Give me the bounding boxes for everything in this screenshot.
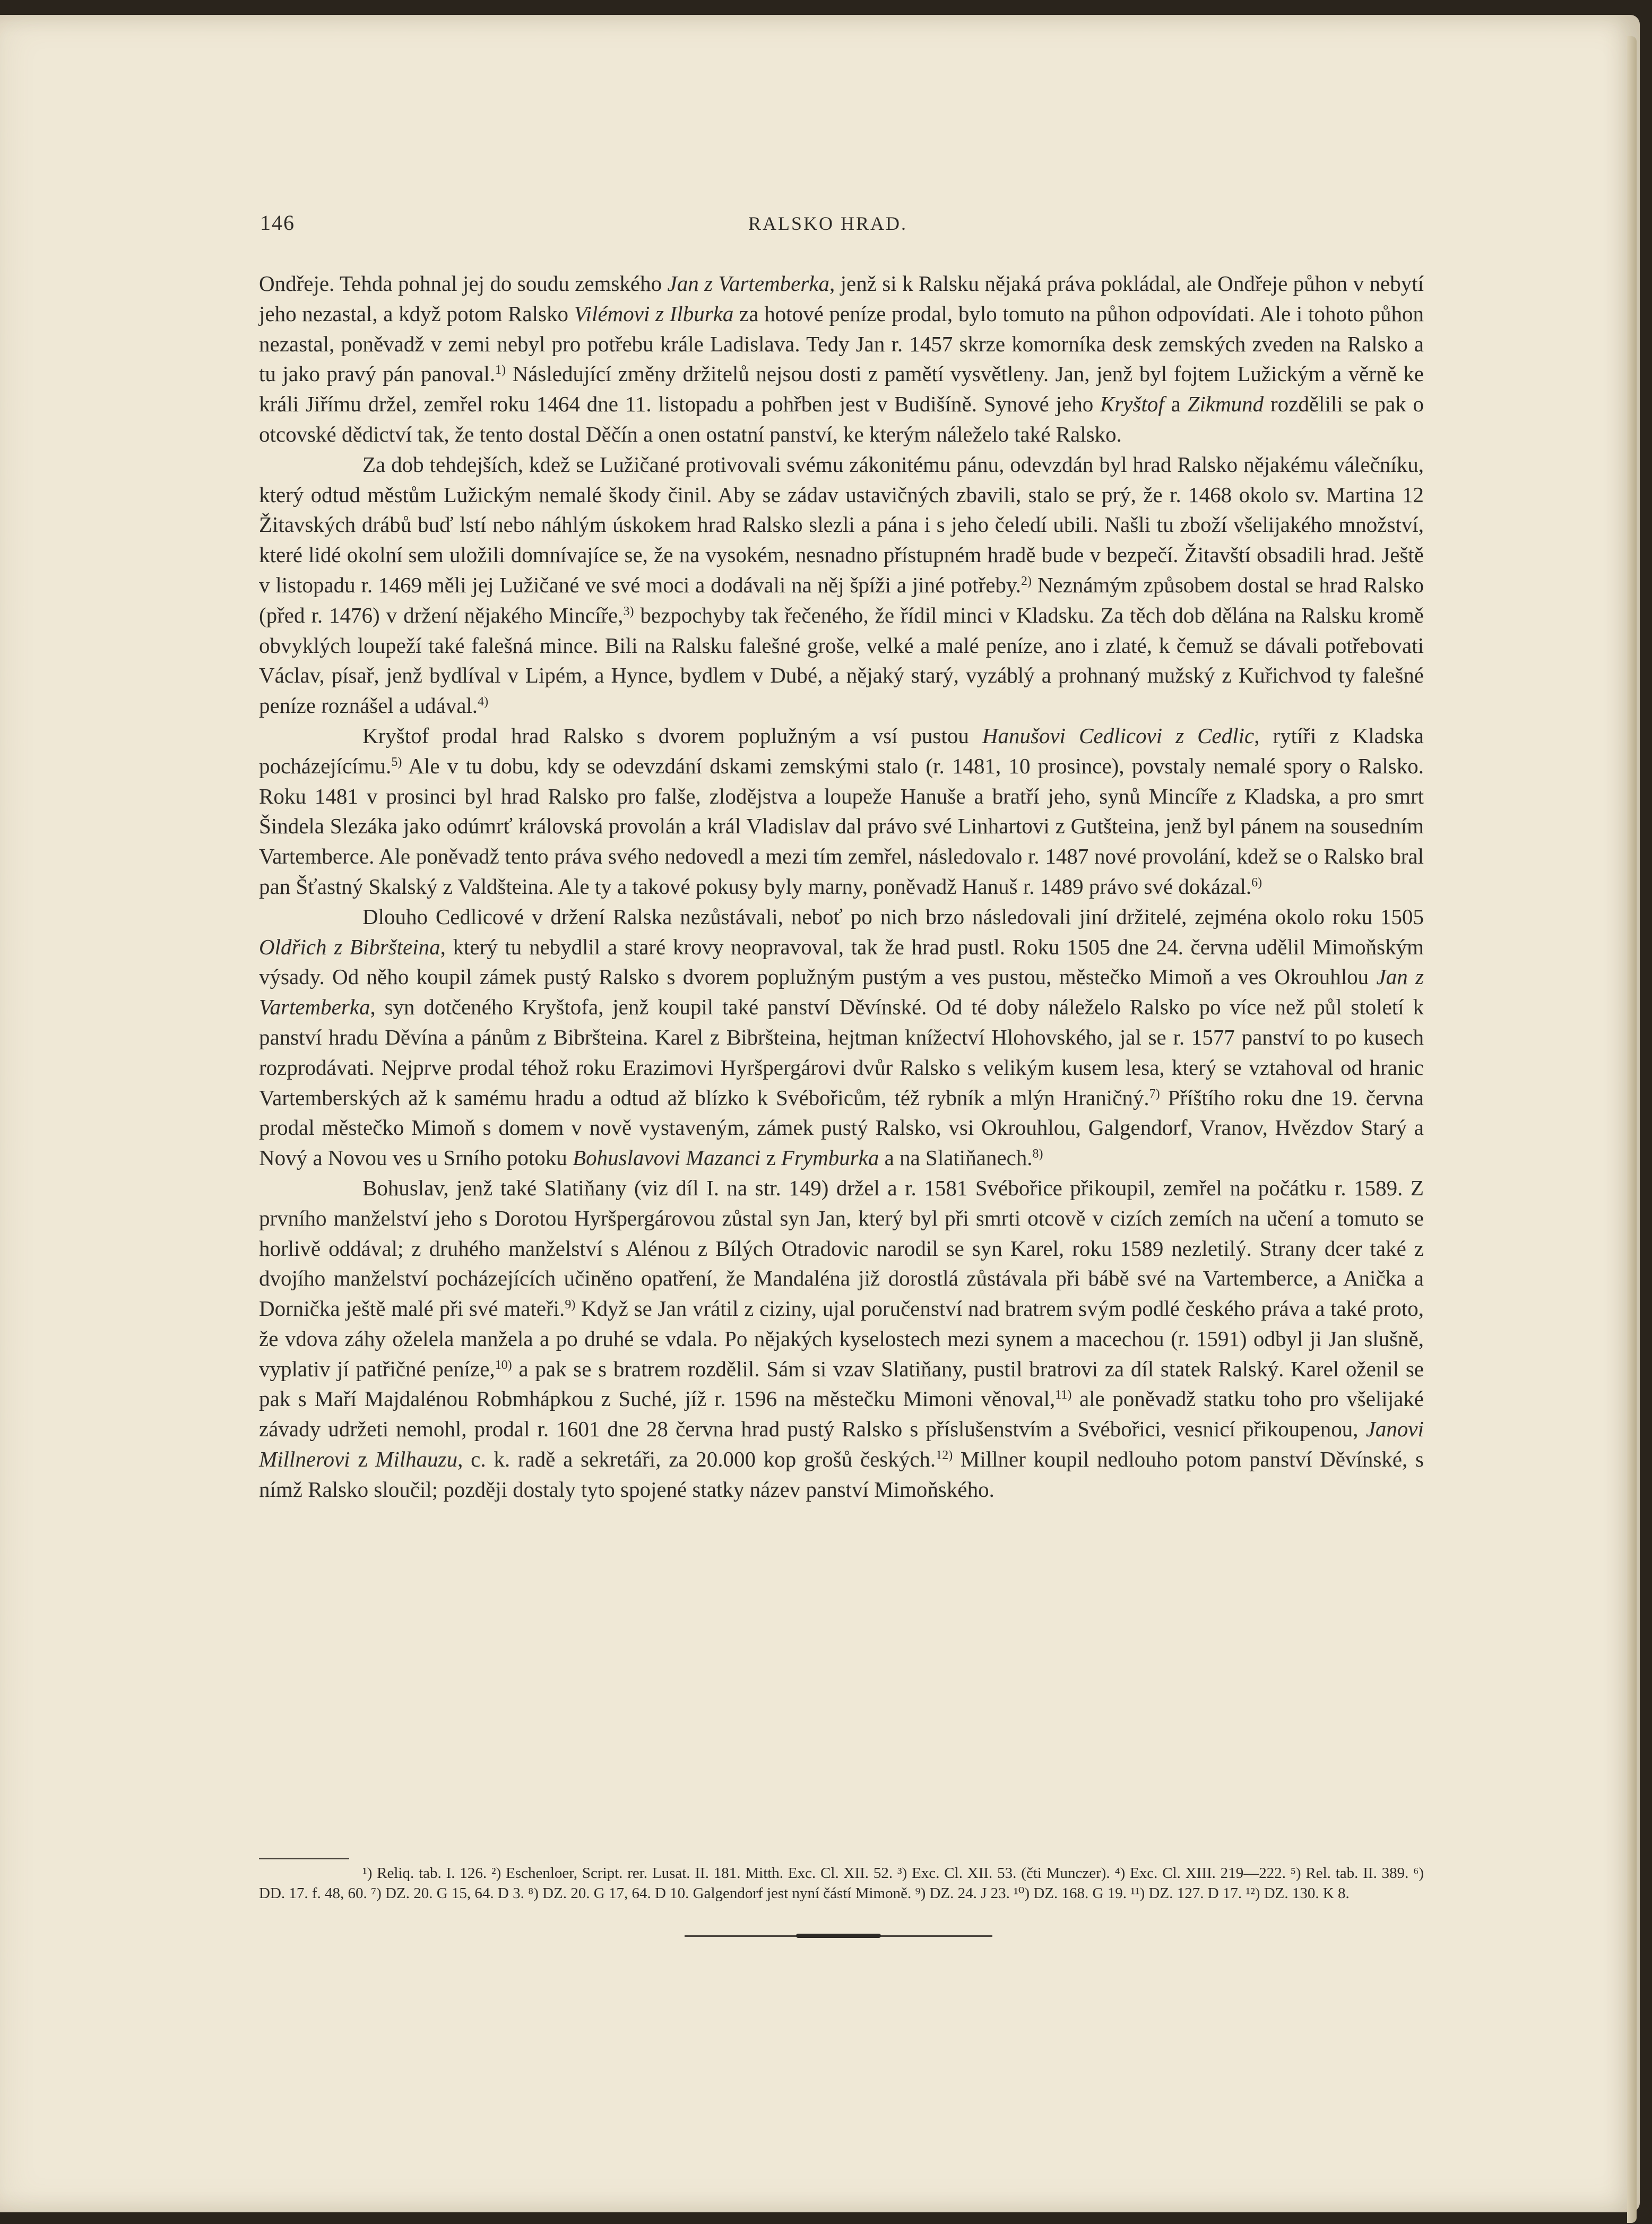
footnote-ref: 5 — [391, 755, 398, 769]
footnote-ref: 9 — [565, 1298, 572, 1312]
end-ornament-mark — [796, 1934, 881, 1938]
body-text — [259, 269, 1424, 1505]
footnote-ref: 4 — [478, 695, 485, 709]
page-number: 146 — [260, 211, 295, 235]
footnote-ref: 6 — [1251, 875, 1258, 890]
footnotes — [259, 1863, 1424, 1903]
footnote-ref: 10 — [495, 1358, 508, 1372]
footnote-divider — [259, 1858, 349, 1859]
footnote-ref: 12 — [936, 1449, 949, 1463]
footnote-ref: 1 — [495, 363, 502, 377]
book-page — [0, 15, 1640, 2212]
paragraph-3: Kryštof prodal hrad Ralsko s dvorem poplužným a vsí pustou Hanušovi Cedlicovi z Cedlic, rytíři z Kladska pocházejícímu.$^{5)}$ Ale v tu dobu, kdy se odevzdání dskami zemskými stalo (r. 1481, 10 prosince), povstaly nemalé spory o Ralsko. Roku 1481 v prosinci byl hrad Ralsko pro falše, zlodějstva a loupeže Hanuše a bratří jeho, synů Mincíře z Kladska, a pro smrt Šindela Slezáka jako odúmrť královská provolán a král Vladislav dal právo své Linhartovi z Gutšteina, jenž byl pánem na sousedním Vartemberce. Ale poněvadž tento práva svého nedovedl a mezi tím zemřel, následovalo r. 1487 nové provolání, kdež se o Ralsko bral pan Šťastný Skalský z Valdšteina. Ale ty a takové pokusy byly marny, poněvadž Hanuš r. 1489 právo své dokázal.$^{6)}$ — [259, 723, 1424, 899]
running-title: RALSKO HRAD. — [748, 213, 908, 234]
paragraph-5: Bohuslav, jenž také Slatiňany (viz díl I. na str. 149) držel a r. 1581 Svébořice přikoupil, zemřel na počátku r. 1589. Z prvního manželství jeho s Dorotou Hyršpergárovou zůstal syn Jan, který byl při smrti otcově v cizích zemích na učení a tomuto se horlivě oddával; z druhého manželství s Alénou z Bílých Otradovic narodil se syn Karel, roku 1589 nezletilý. Strany dcer také z dvojího manželství pocházejících učiněno opatření, že Mandaléna již dorostlá zůstávala při bábě své na Vartemberce, a Anička a Dornička ještě malé při své mateři.$^{9)}$ Když se Jan vrátil z ciziny, ujal poručenství nad bratrem svým podlé českého práva a také proto, že vdova záhy oželela manžela a po druhé se vdala. Po nějakých kyselostech mezi synem a macechou (r. 1591) odbyl ji Jan slušně, vyplativ jí patřičné peníze,$^{10)}$ a pak se s bratrem rozdělil. Sám si vzav Slatiňany, pustil bratrovi za díl statek Ralský. Karel oženil se pak s Maří Majdalénou Robmhápkou z Suché, jíž r. 1596 na městečku Mimoni věnoval,$^{11)}$ ale poněvadž statku toho pro všelijaké závady udržeti nemohl, prodal r. 1601 dne 28 června hrad pustý Ralsko s příslušenstvím a Svébořici, vesnicí přikoupenou, Janovi Millnerovi z Milhauzu, c. k. radě a sekretáři, za 20.000 kop grošů českých.$^{12)}$ Millner koupil nedlouho potom panství Děvínské, s nímž Ralsko sloučil; později dostaly tyto spojené statky název panství Mimoňského. — [259, 1175, 1424, 1502]
paragraph-1: Ondřeje. Tehda pohnal jej do soudu zemského Jan z Vartemberka, jenž si k Ralsku nějaká práva pokládal, ale Ondřeje půhon v nebytí jeho nezastal, a když potom Ralsko Vilémovi z Ilburka za hotové peníze prodal, bylo tomuto na půhon odpovídati. Ale i tohoto půhon nezastal, poněvadž v zemi nebyl pro potřebu krále Ladislava. Tedy Jan r. 1457 skrze komorníka desk zemských zveden na Ralsko a tu jako pravý pán panoval.$^{1)}$ Následující změny držitelů nejsou dosti z pamětí vysvětleny. Jan, jenž byl fojtem Lužickým a věrně ke králi Jiřímu držel, zemřel roku 1464 dne 11. listopadu a pohřben jest v Budišíně. Synové jeho Kryštof a Zikmund rozdělili se pak o otcovské dědictví tak, že tento dostal Děčín a onen ostatní panství, ke kterým náleželo také Ralsko. — [259, 271, 1424, 446]
paragraph-4: Dlouho Cedlicové v držení Ralska nezůstávali, neboť po nich brzo následovali jiní držitelé, zejména okolo roku 1505 Oldřich z Bibršteina, který tu nebydlil a staré krovy neopravoval, tak že hrad pustl. Roku 1505 dne 24. června udělil Mimoňským výsady. Od něho koupil zámek pustý Ralsko s dvorem poplužným pustým a ves pustou, městečko Mimoň a ves Okrouhlou Jan z Vartemberka, syn dotčeného Kryštofa, jenž koupil také panství Děvínské. Od té doby náleželo Ralsko po více než půl století k panství hradu Děvína a pánům z Bibršteina. Karel z Bibršteina, hejtman knížectví Hlohovského, jal se r. 1577 panství to po kusech rozprodávati. Nejprve prodal téhož roku Erazimovi Hyršpergárovi dvůr Ralsko s velikým kusem lesa, který se vztahoval od hranic Vartemberských až k samému hradu a odtud až blízko k Svébořicům, též rybník a mlýn Hraničný.$^{7)}$ Příštího roku dne 19. června prodal městečko Mimoň s domem v nově vystaveným, zámek pustý Ralsko, vsi Okrouhlou, Galgendorf, Vranov, Hvězdov Starý a Nový a Novou ves u Srního potoku Bohuslavovi Mazanci z Frymburka a na Slatiňanech.$^{8)}$ — [259, 904, 1424, 1170]
footnote-ref: 2 — [1021, 574, 1027, 588]
footnote-ref: 3 — [623, 604, 630, 618]
footnote-ref: 11 — [1055, 1388, 1068, 1402]
page-edge — [1627, 36, 1637, 2223]
paragraph-2: Za dob tehdejších, kdež se Lužičané protivovali svému zákonitému pánu, odevzdán byl hrad Ralsko nějakému válečníku, který odtud městům Lužickým nemalé škody činil. Aby se zádav ustavičných zbavili, stalo se prý, že r. 1468 okolo sv. Martina 12 Žitavských drábů buď lstí nebo náhlým úskokem hrad Ralsko slezli a pána i s jeho čeledí ubili. Našli tu zboží všelijakého množství, které lidé okolní sem uložili domnívajíce se, že na vysokém, nesnadno přístupném hradě bude v bezpečí. Žitavští obsadili hrad. Ještě v listopadu r. 1469 měli jej Lužičané ve své moci a dodávali na něj špíži a jiné potřeby.$^{2)}$ Neznámým způsobem dostal se hrad Ralsko (před r. 1476) v držení nějakého Mincíře,$^{3)}$ bezpochyby tak řečeného, že řídil minci v Kladsku. Za těch dob dělána na Ralsku kromě obvyklých loupeží také falešná mince. Bili na Ralsku falešné groše, velké a malé peníze, ano i zlaté, k čemuž se dávali potřebovati Václav, písař, jenž bydlíval v Lipém, a Hynce, bydlem v Dubé, a nějaký starý, vyzáblý a prohnaný mužský z Kuřichvod ty falešné peníze roznášel a udával.$^{4)}$ — [259, 452, 1424, 718]
footnote-text: ¹) Reliq. tab. I. 126. ²) Eschenloer, Script. rer. Lusat. II. 181. Mitth. Exc. Cl. XII. 52. ³) Exc. Cl. XII. 53. (čti Munczer). ⁴) Exc. Cl. XIII. 219—222. ⁵) Rel. tab. II. 389. ⁶) DD. 17. f. 48, 60. ⁷) DZ. 20. G 15, 64. D 3. ⁸) DZ. 20. G 17, 64. D 10. Galgendorf jest nyní částí Mimoně. ⁹) DZ. 24. J 23. ¹⁰) DZ. 168. G 19. ¹¹) DZ. 127. D 17. ¹²) DZ. 130. K 8. — [259, 1865, 1424, 1902]
footnote-ref: 8 — [1032, 1147, 1039, 1161]
footnote-ref: 7 — [1149, 1087, 1156, 1101]
